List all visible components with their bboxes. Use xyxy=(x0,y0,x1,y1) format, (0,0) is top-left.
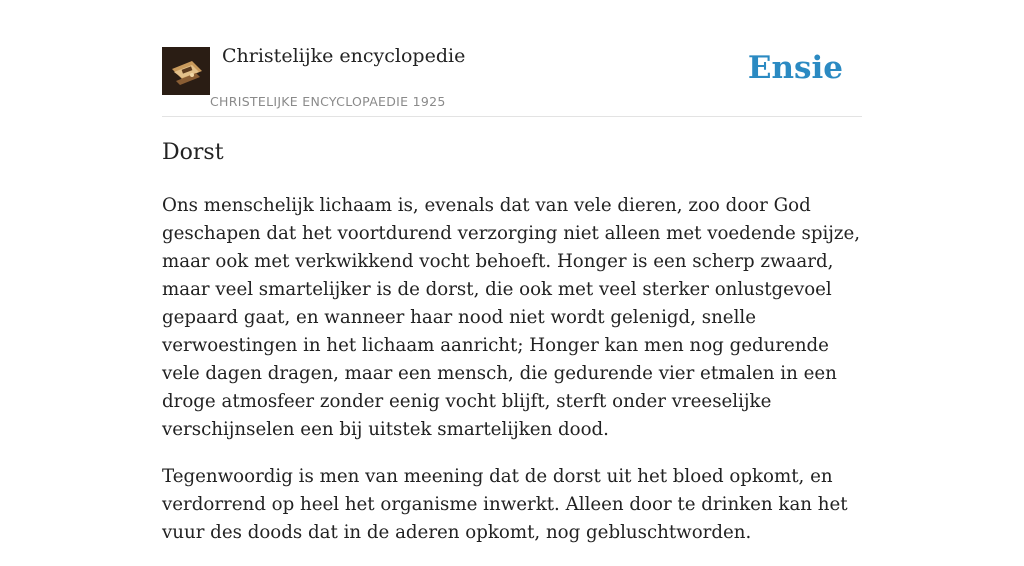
source-avatar[interactable] xyxy=(162,47,210,95)
header xyxy=(162,0,862,117)
book-image-icon xyxy=(162,47,210,95)
article-paragraph: Ons menschelijk lichaam is, evenals dat van vele dieren, zoo door God geschapen dat het voortdurend verzorging niet alleen met voedende spijze, maar ook met verkwikkend vocht behoeft. Honger is een scherp zwaard, maar veel smartelijker is de dorst, die ook met veel sterker onlustgevoel gepaard gaat, en wanneer haar nood niet wordt gelenigd, snelle verwoestingen in het lichaam aanricht; Honger kan men nog gedurende vele dagen dragen, maar een mensch, die gedurende vier etmalen in een droge atmosfeer zonder eenig vocht blijft, sterft onder vreeselijke verschijnselen een bij uitstek smartelijken dood. xyxy=(162,195,861,440)
article-paragraph: Tegenwoordig is men van meening dat de dorst uit het bloed opkomt, en verdorrend op heel het organisme inwerkt. Alleen door te drinken kan het vuur des doods dat in de aderen opkomt, nog gebluschtworden. xyxy=(162,466,848,543)
source-title[interactable]: Christelijke encyclopedie xyxy=(222,45,466,67)
brand-logo-link[interactable]: Ensie xyxy=(747,50,843,86)
article-title: Dorst xyxy=(162,140,224,165)
source-subtitle: CHRISTELIJKE ENCYCLOPAEDIE 1925 xyxy=(210,94,446,109)
article-body xyxy=(162,192,864,566)
